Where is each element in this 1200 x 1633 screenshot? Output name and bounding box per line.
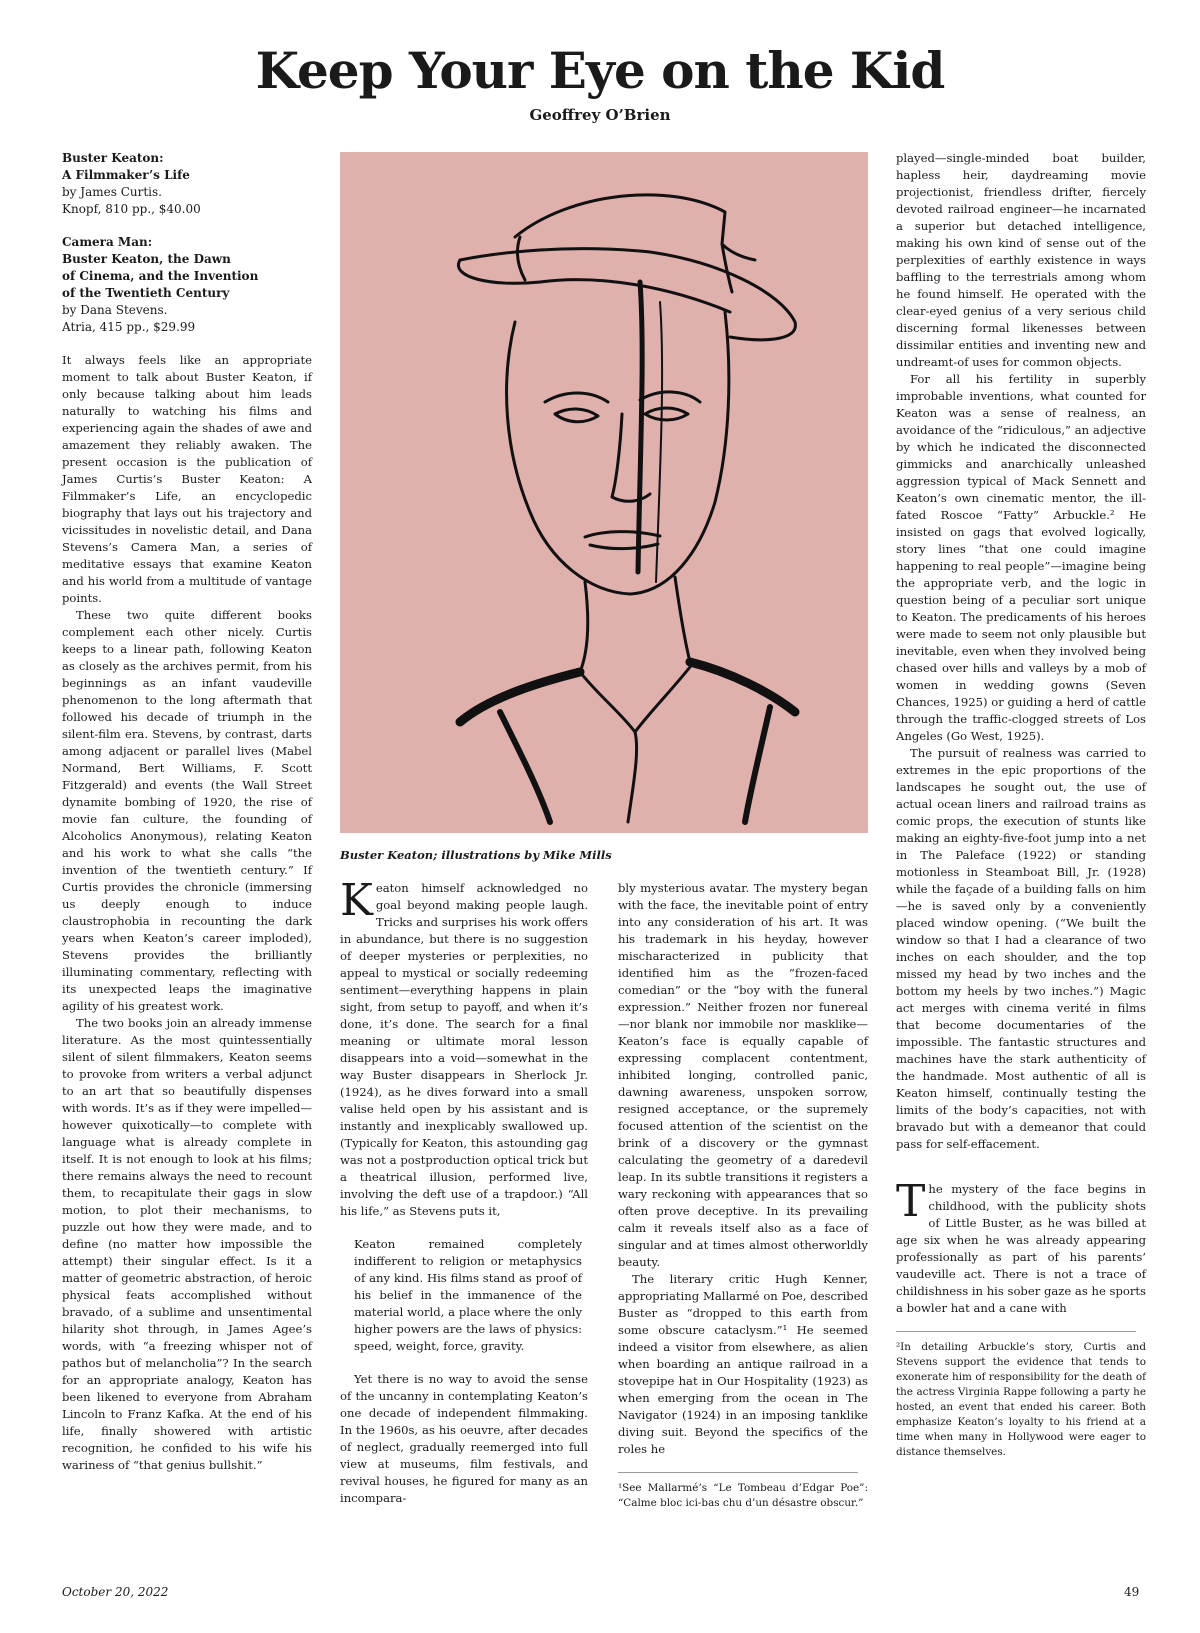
body-paragraph: played—single-minded boat builder, hapless heir, daydreaming movie projectionist, friendless drifter, fiercely devoted railroad engineer—he incarnated a superior but detached intelligence, making his own kind of sense out of the perplexities of earthly existence in ways baffling to the terrestrials among whom he found himself. He operated with the clear-eyed genius of a very serious child discerning formal likenesses between dissimilar entities and inventing new and undreamt-of uses for common objects.: [896, 151, 1146, 369]
body-paragraph: These two quite different books complement each other nicely. Curtis keeps to a linear path, following Keaton as closely as the archives permit, from his beginnings as an infant vaudeville phenomenon to the long aftermath that followed his decade of triumph in the silent-film era. Stevens, by contrast, darts among adjacent or parallel lives (Mabel Normand, Bert Williams, F. Scott Fitzgerald) and events (the Wall Street dynamite bombing of 1920, the rise of movie fan culture, the founding of Alcoholics Anonymous), relating Keaton and his work to what she calls “the invention of the twentieth century.” If Curtis provides the chronicle (immersing us deeply enough to induce claustrophobia in recounting the dark years when Keaton’s career imploded), Stevens provides the brilliantly illuminating commentary, reflecting with its unexpected leaps the imaginative agility of his greatest work.: [62, 608, 312, 1013]
column-1: [62, 150, 312, 1474]
body-paragraph: bly mysterious avatar. The mystery began with the face, the inevitable point of entry into any consideration of his art. It was his trademark in his heyday, however mischaracterized in publicity that identified him as the “frozen-faced comedian” or the “boy with the funeral expression.” Neither frozen nor funereal—nor blank nor immobile nor masklike—Keaton’s face is equally capable of expressing complacent contentment, inhibited longing, controlled panic, dawning awareness, unspoken sorrow, resigned acceptance, or the supremely focused attention of the scientist on the brink of a discovery or the gymnast calculating the geometry of a daredevil leap. In its subtle transitions it registers a wary reckoning with appearances that so often prove deceptive. In its prevailing calm it reveals itself also as a face of singular and at times almost otherworldly beauty.: [618, 881, 868, 1269]
book-title-line: Buster Keaton:: [62, 151, 164, 165]
footnote-divider: [896, 1331, 1136, 1332]
book-title-line: of Cinema, and the Invention: [62, 269, 259, 283]
issue-date: October 20, 2022: [62, 1585, 169, 1599]
body-paragraph: The pursuit of realness was carried to extremes in the epic proportions of the landscapes he sought out, the use of actual ocean liners and railroad trains as comic props, the execution of stunts like making an eighty-five-foot jump into a net in The Paleface (1922) or standing motionless in Steamboat Bill, Jr. (1928) while the façade of a building falls on him—he is saved only by a conveniently placed window opening. (“We built the window so that I had a clearance of two inches on each shoulder, and the top missed my head by two inches and the bottom my heels by two inches.”) Magic act merges with cinema verité in films that become documentaries of the impossible. The fantastic structures and machines have the stark authenticity of the handmade. Most authentic of all is Keaton himself, continually testing the limits of the body’s capacities, not with bravado but with a demeanor that could pass for self-effacement.: [896, 746, 1146, 1151]
book-title-line: Camera Man:: [62, 235, 153, 249]
book-entry: [62, 150, 312, 218]
book-title-line: of the Twentieth Century: [62, 286, 230, 300]
book-byline: by James Curtis.: [62, 185, 162, 199]
footnote: ²In detailing Arbuckle’s story, Curtis and Stevens support the evidence that tends to exonerate him of responsibility for the death of the actress Virginia Rappe following a party he hosted, an event that ended his career. Both emphasize Keaton’s loyalty to his friend at a time when many in Hollywood were eager to distance themselves.: [896, 1341, 1146, 1458]
book-byline: by Dana Stevens.: [62, 303, 168, 317]
footnote: ¹See Mallarmé’s “Le Tombeau d’Edgar Poe”: “Calme bloc ici-bas chu d’un désastre obscur.”: [618, 1482, 868, 1509]
body-paragraph: For all his fertility in superbly improbable inventions, what counted for Keaton was a sense of realness, an avoidance of the “ridiculous,” an adjective by which he indicated the disconnected gimmicks and anarchically unleashed aggression typical of Mack Sennett and Keaton’s own cinematic mentor, the ill-fated Roscoe “Fatty” Arbuckle.² He insisted on gags that evolved logically, story lines “that one could imagine happening to real people”—imagine being the appropriate verb, and the logic in question being of a peculiar sort unique to Keaton. The predicaments of his heroes were made to seem not only plausible but inevitable, even when they involved being chased over hills and valleys by a mob of women in wedding gowns (Seven Chances, 1925) or guiding a herd of cattle through the traffic-clogged streets of Los Angeles (Go West, 1925).: [896, 372, 1146, 743]
portrait-illustration: [340, 152, 868, 833]
article-title: Keep Your Eye on the Kid: [255, 41, 945, 100]
column-2: [340, 875, 588, 1507]
book-title-line: A Filmmaker’s Life: [62, 168, 190, 182]
quote-text: Keaton remained completely indifferent to religion or metaphysics of any kind. His films stand as proof of his belief in the immanence of the material world, a place where the only higher powers are the laws of physics: speed, weight, force, gravity.: [354, 1237, 582, 1353]
body-paragraph: The literary critic Hugh Kenner, appropriating Mallarmé on Poe, described Buster as “dropped to this earth from some obscure cataclysm.”¹ He seemed indeed a visitor from elsewhere, as alien when boarding an antique railroad in a stovepipe hat in Our Hospitality (1923) as when emerging from the ocean in The Navigator (1924) in an imposing tanklike diving suit. Beyond the specifics of the roles he: [618, 1272, 868, 1456]
book-publisher: Knopf, 810 pp., $40.00: [62, 202, 201, 216]
block-quote: [354, 1236, 582, 1355]
book-title-line: Buster Keaton, the Dawn: [62, 252, 231, 266]
book-entry: [62, 234, 312, 336]
footnote-divider: [618, 1472, 858, 1473]
author-byline: Geoffrey O’Brien: [529, 106, 671, 124]
body-paragraph: The two books join an already immense literature. As the most quintessentially silent of silent filmmakers, Keaton seems to provoke from writers a verbal adjunct to an art that so beautifully dispenses with words. It’s as if they were impelled—however quixotically—to complete with language what is already complete in itself. It is not enough to look at his films; there remains always the need to recount them, to recapitulate their gags in slow motion, to plot their mechanisms, to puzzle out how they were made, and to define (no matter how impossible the attempt) their singular effect. Is it a matter of geometric abstraction, of heroic physical feats accomplished without bravado, of a sublime and unsentimental hilarity shot through, in James Agee’s words, with “a freezing whisper not of pathos but of melancholia”? In the search for an appropriate analogy, Keaton has been likened to everyone from Abraham Lincoln to Franz Kafka. At the end of his life, finally showered with artistic recognition, he confided to his wife his wariness of “that genius bullshit.”: [62, 1016, 312, 1472]
portrait-drawing: [340, 152, 868, 833]
page-number: 49: [1124, 1585, 1140, 1599]
body-paragraph: Yet there is no way to avoid the sense of the uncanny in contemplating Keaton’s one decade of independent filmmaking. In the 1960s, as his oeuvre, after decades of neglect, gradually reemerged into full view at museums, film festivals, and revival houses, he figured for many as an incompara-: [340, 1372, 588, 1505]
column-3: [618, 880, 868, 1511]
body-paragraph: Keaton himself acknowledged no goal beyond making people laugh. Tricks and surprises his work offers in abundance, but there is no suggestion of deeper mysteries or perplexities, no appeal to mystical or socially redeeming sentiment—everything happens in plain sight, from setup to payoff, and when it’s done, it’s done. The search for a final meaning or ultimate moral lesson disappears into a void—somewhat in the way Buster disappears in Sherlock Jr. (1924), as he dives forward into a small valise held open by his assistant and is instantly and inexplicably swallowed up. (Typically for Keaton, this astounding gag was not a postproduction optical trick but a theatrical illusion, performed live, involving the deft use of a trapdoor.) “All his life,” as Stevens puts it,: [340, 875, 588, 1218]
book-list: [62, 150, 312, 336]
body-paragraph: The mystery of the face begins in childhood, with the publicity shots of Little Buster, as he was billed at age six when he was already appearing professionally as part of his parents’ vaudeville act. There is not a trace of childishness in his sober gaze as he sports a bowler hat and a cane with: [896, 1176, 1146, 1315]
book-publisher: Atria, 415 pp., $29.99: [62, 320, 196, 334]
column-4: [896, 150, 1146, 1460]
illustration-caption: Buster Keaton; illustrations by Mike Mills: [340, 848, 612, 862]
body-paragraph: It always feels like an appropriate moment to talk about Buster Keaton, if only because talking about him leads naturally to watching his films and experiencing again the shades of awe and amazement they reliably awaken. The present occasion is the publication of James Curtis’s Buster Keaton: A Filmmaker’s Life, an encyclopedic biography that lays out his trajectory and vicissitudes in novelistic detail, and Dana Stevens’s Camera Man, a series of meditative essays that examine Keaton and his world from a multitude of vantage points.: [62, 353, 312, 605]
